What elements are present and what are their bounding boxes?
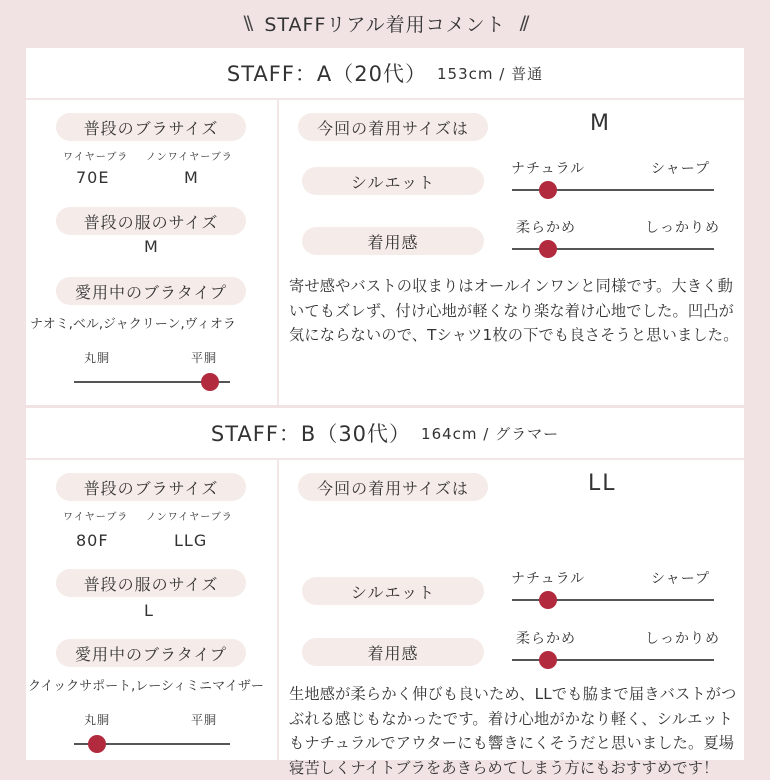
nonwire-value: LLG bbox=[174, 531, 208, 550]
staff-name: STAFF：B（30代） bbox=[210, 422, 412, 446]
body-right-label: 平胴 bbox=[191, 713, 218, 727]
nonwire-label: ノンワイヤーブラ bbox=[146, 512, 233, 523]
body-right-label: 平胴 bbox=[191, 351, 218, 365]
bra-size-label: 普段のブラサイズ bbox=[56, 113, 246, 141]
feel-right-label: しっかりめ bbox=[645, 220, 720, 236]
feel-scale-marker bbox=[539, 651, 557, 669]
cloth-size-value: M bbox=[144, 237, 159, 256]
feel-left-label: 柔らかめ bbox=[516, 631, 576, 647]
wear-size-label: 今回の着用サイズは bbox=[298, 473, 488, 501]
feel-left-label: 柔らかめ bbox=[516, 220, 576, 236]
feel-label: 着用感 bbox=[302, 638, 484, 666]
body-left-label: 丸胴 bbox=[84, 351, 111, 365]
silhouette-label: シルエット bbox=[302, 577, 484, 605]
body-scale-marker bbox=[201, 373, 219, 391]
wear-size-value: LL bbox=[588, 471, 617, 496]
bra-type-value: ナオミ,ベル,ジャクリーン,ヴィオラ bbox=[30, 317, 236, 332]
body-scale-marker bbox=[88, 735, 106, 753]
section-title: STAFFリアル着用コメント bbox=[264, 13, 506, 36]
staff-card-a bbox=[26, 48, 744, 405]
staff-card-body bbox=[26, 100, 744, 405]
staff-info: 153cm / 普通 bbox=[437, 64, 544, 83]
staff-card-body bbox=[26, 460, 744, 777]
section-header bbox=[0, 0, 770, 46]
silhouette-scale-marker bbox=[539, 181, 557, 199]
staff-comment: 寄せ感やバストの収まりはオールインワンと同様です。大きく動いてもズレず、付け心地が軽くなり楽な着け心地でした。凹凸が気にならないので、Tシャツ1枚の下でも良さそうと思いました。 bbox=[289, 277, 739, 344]
nonwire-value: M bbox=[184, 168, 199, 187]
wire-label: ワイヤーブラ bbox=[63, 512, 129, 523]
silhouette-right-label: シャープ bbox=[651, 161, 711, 177]
cloth-size-value: L bbox=[144, 601, 154, 620]
staff-card-b bbox=[26, 408, 744, 777]
bra-size-label: 普段のブラサイズ bbox=[56, 473, 246, 501]
silhouette-scale-marker bbox=[539, 591, 557, 609]
cloth-size-label: 普段の服のサイズ bbox=[56, 207, 246, 235]
feel-right-label: しっかりめ bbox=[645, 631, 720, 647]
column-divider bbox=[277, 460, 279, 760]
staff-card-title bbox=[26, 408, 744, 460]
nonwire-label: ノンワイヤーブラ bbox=[146, 152, 233, 163]
staff-card-title bbox=[26, 48, 744, 100]
wear-size-value: M bbox=[590, 111, 611, 136]
column-divider bbox=[277, 100, 279, 405]
silhouette-right-label: シャープ bbox=[651, 571, 711, 587]
left-deco: \\ bbox=[243, 12, 251, 34]
silhouette-label: シルエット bbox=[302, 167, 484, 195]
bra-type-label: 愛用中のブラタイプ bbox=[56, 277, 246, 305]
bra-type-label: 愛用中のブラタイプ bbox=[56, 639, 246, 667]
wire-value: 80F bbox=[76, 531, 109, 550]
feel-label: 着用感 bbox=[302, 227, 484, 255]
wear-size-label: 今回の着用サイズは bbox=[298, 113, 488, 141]
staff-info: 164cm / グラマー bbox=[421, 424, 560, 443]
staff-comment: 生地感が柔らかく伸びも良いため、LLでも脇まで届きバストがつぶれる感じもなかったです。着け心地がかなり軽く、シルエットもナチュラルでアウターにも響きにくそうだと思いました。夏場寝苦しくナイトブラをあきらめてしまう方にもおすすめです！ bbox=[289, 685, 737, 777]
bra-type-value: クイックサポート,レーシィミニマイザー bbox=[28, 679, 264, 694]
feel-scale-marker bbox=[539, 240, 557, 258]
body-left-label: 丸胴 bbox=[84, 713, 111, 727]
cloth-size-label: 普段の服のサイズ bbox=[56, 569, 246, 597]
silhouette-left-label: ナチュラル bbox=[511, 161, 586, 177]
wire-label: ワイヤーブラ bbox=[63, 152, 129, 163]
staff-name: STAFF：A（20代） bbox=[226, 62, 428, 86]
silhouette-left-label: ナチュラル bbox=[511, 571, 586, 587]
wire-value: 70E bbox=[76, 168, 110, 187]
right-deco: // bbox=[519, 12, 527, 34]
